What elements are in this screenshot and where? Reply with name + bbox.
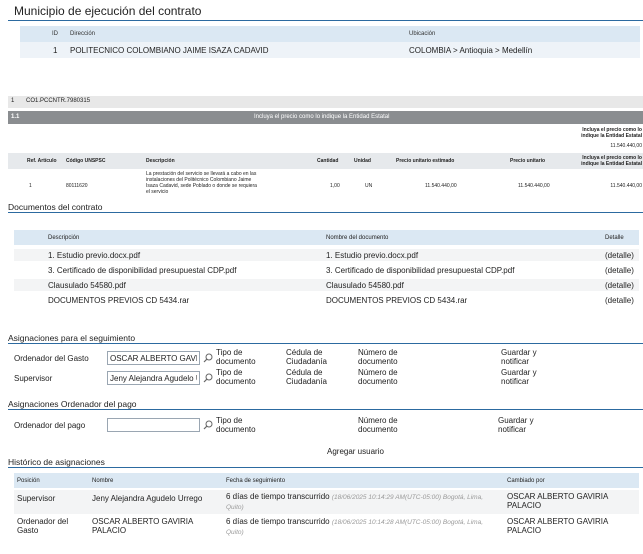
item-cantidad: 1,00	[330, 183, 340, 189]
tipo-documento-label: Tipo de documento	[216, 368, 256, 386]
col-ubicacion: Ubicación	[409, 31, 436, 37]
col-doc-desc: Descripción	[48, 235, 80, 241]
hist-posicion: Supervisor	[17, 494, 56, 503]
seguimiento-title: Asignaciones para el seguimiento	[8, 333, 136, 343]
agregar-usuario-link[interactable]: Agregar usuario	[327, 447, 384, 456]
pago-title: Asignaciones Ordenador del pago	[8, 399, 137, 409]
col-cambiado: Cambiado por	[507, 478, 545, 484]
col-posicion: Posición	[17, 478, 40, 484]
hist-fecha: 6 días de tiempo transcurrido (18/06/2025 10:14:29 AM(UTC-05:00) Bogotá, Lima, Quito)	[226, 492, 483, 511]
doc-link[interactable]: 1. Estudio previo.docx.pdf	[326, 251, 419, 260]
tipo-documento-label: Tipo de documento	[216, 348, 256, 366]
historico-title: Histórico de asignaciones	[8, 457, 105, 467]
doc-detalle-link[interactable]: (detalle)	[605, 251, 634, 260]
item-unidad: UN	[365, 183, 373, 189]
hist-posicion: Ordenador del Gasto	[17, 517, 69, 535]
ordenador-gasto-input[interactable]	[107, 351, 200, 365]
hist-nombre: Jeny Alejandra Agudelo Urrego	[92, 494, 203, 503]
municipio-direccion: POLITECNICO COLOMBIANO JAIME ISAZA CADAVID	[70, 46, 269, 55]
supervisor-label: Supervisor	[14, 374, 53, 383]
guardar-notificar-link[interactable]: Guardar y notificar	[498, 416, 534, 434]
ordenador-pago-input[interactable]	[107, 418, 200, 432]
item-extra-header: Incluya el precio como lo indique la Entidad Estatal	[581, 127, 642, 139]
item-incluya: 11.540.440,00	[610, 183, 642, 189]
item-row	[8, 96, 643, 108]
item-precio-unit: 11.540.440,00	[518, 183, 550, 189]
item-extra-value: 11.540.440,00	[610, 143, 642, 149]
doc-desc: Clausulado 54580.pdf	[48, 281, 126, 290]
municipio-header	[20, 26, 640, 42]
col-desc: Descripción	[146, 158, 175, 164]
tipo-documento-value: Cédula de Ciudadanía	[286, 368, 327, 386]
item-ref: 1	[29, 183, 32, 189]
item-unspsc: 80111620	[66, 183, 88, 189]
item-group-label: Incluya el precio como lo indique la Entidad Estatal	[254, 114, 390, 120]
supervisor-input[interactable]	[107, 371, 200, 385]
col-unidad: Unidad	[354, 158, 371, 164]
doc-link[interactable]: Clausulado 54580.pdf	[326, 281, 404, 290]
guardar-notificar-link[interactable]: Guardar y notificar	[501, 368, 537, 386]
municipio-id: 1	[53, 46, 58, 55]
doc-desc: 3. Certificado de disponibilidad presupuestal CDP.pdf	[48, 266, 237, 275]
doc-link[interactable]: 3. Certificado de disponibilidad presupuestal CDP.pdf	[326, 266, 515, 275]
doc-detalle-link[interactable]: (detalle)	[605, 296, 634, 305]
search-icon[interactable]	[203, 373, 213, 383]
col-doc-detalle: Detalle	[605, 235, 624, 241]
doc-link[interactable]: DOCUMENTOS PREVIOS CD 5434.rar	[326, 296, 468, 305]
numero-documento-label: Número de documento	[358, 416, 398, 434]
doc-detalle-link[interactable]: (detalle)	[605, 266, 634, 275]
numero-documento-label: Número de documento	[358, 348, 398, 366]
hist-cambiado: OSCAR ALBERTO GAVIRIA PALACIO	[507, 492, 608, 510]
item-code: CO1.PCCNTR.7980315	[26, 98, 91, 104]
col-unspsc: Código UNSPSC	[66, 158, 106, 164]
documentos-title: Documentos del contrato	[8, 202, 103, 212]
hist-nombre: OSCAR ALBERTO GAVIRIA PALACIO	[92, 517, 193, 535]
col-ref: Ref. Artículo	[27, 158, 57, 164]
tipo-documento-value: Cédula de Ciudadanía	[286, 348, 327, 366]
hist-fecha: 6 días de tiempo transcurrido (18/06/2025 10:14:28 AM(UTC-05:00) Bogotá, Lima, Quito)	[226, 517, 483, 536]
col-direccion: Dirección	[70, 31, 96, 37]
doc-desc: 1. Estudio previo.docx.pdf	[48, 251, 141, 260]
item-group-index: 1.1	[11, 114, 20, 120]
guardar-notificar-link[interactable]: Guardar y notificar	[501, 348, 537, 366]
ordenador-pago-label: Ordenador del pago	[14, 421, 86, 430]
search-icon[interactable]	[203, 353, 213, 363]
municipio-title: Municipio de ejecución del contrato	[14, 4, 202, 18]
hist-cambiado: OSCAR ALBERTO GAVIRIA PALACIO	[507, 517, 608, 535]
doc-desc: DOCUMENTOS PREVIOS CD 5434.rar	[48, 296, 190, 305]
numero-documento-label: Número de documento	[358, 368, 398, 386]
col-cantidad: Cantidad	[317, 158, 339, 164]
col-id: ID	[52, 31, 58, 37]
doc-detalle-link[interactable]: (detalle)	[605, 281, 634, 290]
search-icon[interactable]	[203, 420, 213, 430]
ordenador-gasto-label: Ordenador del Gasto	[14, 354, 89, 363]
item-index: 1	[11, 98, 15, 104]
col-nombre: Nombre	[92, 478, 114, 484]
col-doc-nombre: Nombre del documento	[326, 235, 389, 241]
item-precio-est: 11.540.440,00	[425, 183, 457, 189]
tipo-documento-label: Tipo de documento	[216, 416, 256, 434]
col-incluya: Incluya el precio como lo indique la Entidad Estatal	[581, 155, 642, 167]
municipio-ubicacion: COLOMBIA > Antioquia > Medellín	[409, 46, 533, 55]
col-precio-est: Precio unitario estimado	[396, 158, 455, 164]
col-fecha: Fecha de seguimiento	[226, 478, 286, 484]
col-precio-unit: Precio unitario	[510, 158, 546, 164]
item-desc: La prestación del servicio se llevará a cabo en las instalaciones del Politécnico Colombiano Jaime Isaza Cadavid, sede Poblado o donde se requiera el servicio	[146, 171, 257, 195]
